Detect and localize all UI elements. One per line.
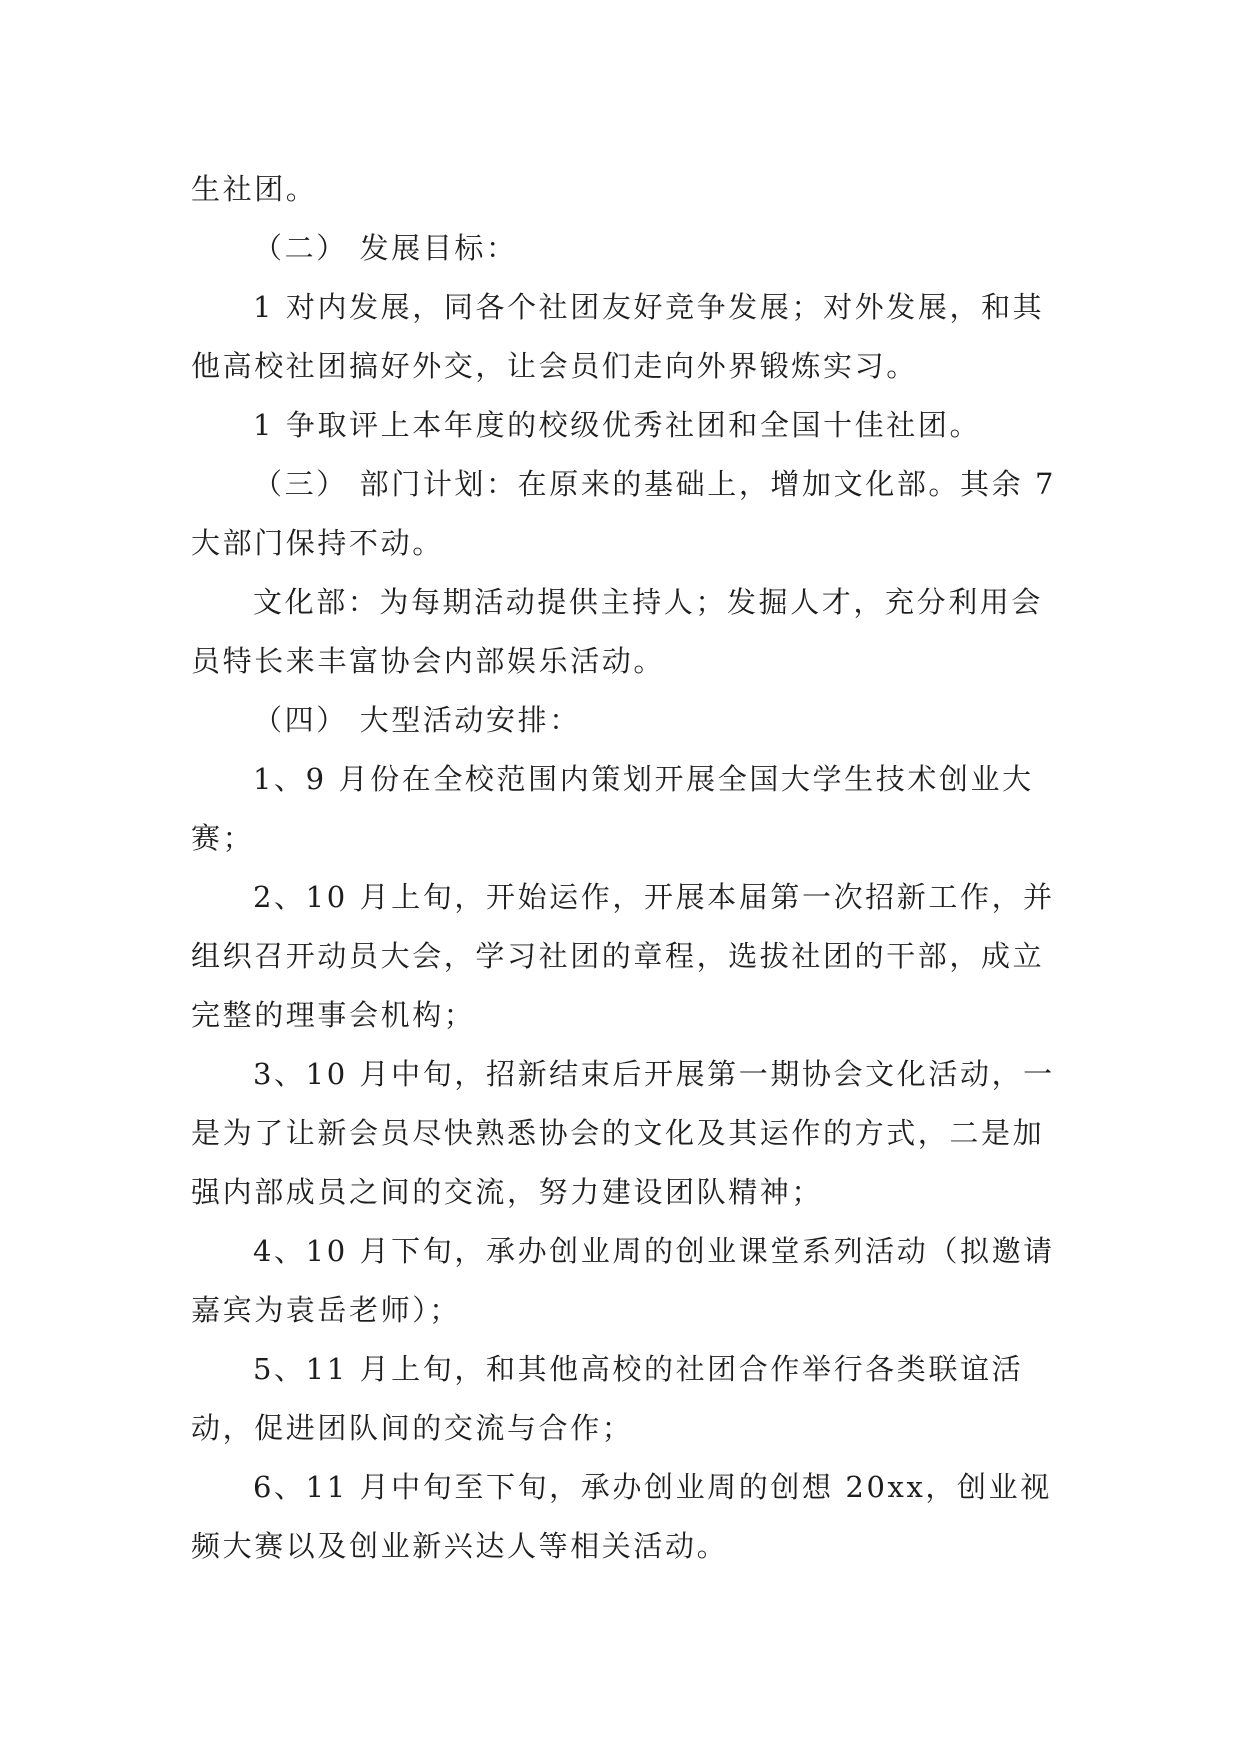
paragraph: 6、11 月中旬至下旬，承办创业周的创想 20xx，创业视频大赛以及创业新兴达人等相关活动。: [191, 1470, 1052, 1563]
paragraph: 3、10 月中旬，招新结束后开展第一期协会文化活动，一是为了让新会员尽快熟悉协会的文化及其运作的方式，二是加强内部成员之间的交流，努力建设团队精神；: [191, 1057, 1055, 1209]
paragraph: （四） 大型活动安排：: [253, 703, 581, 737]
paragraph: 4、10 月下旬，承办创业周的创业课堂系列活动（拟邀请嘉宾为袁岳老师）；: [191, 1234, 1055, 1327]
paragraph: 2、10 月上旬，开始运作，开展本届第一次招新工作，并组织召开动员大会，学习社团的章程，选拔社团的干部，成立完整的理事会机构；: [191, 880, 1055, 1032]
paragraph: 1、9 月份在全校范围内策划开展全国大学生技术创业大赛；: [191, 762, 1034, 855]
paragraph: 生社团。: [191, 172, 318, 206]
paragraph: （三） 部门计划：在原来的基础上，增加文化部。其余 7 大部门保持不动。: [191, 467, 1057, 560]
paragraph: 文化部：为每期活动提供主持人；发掘人才，充分利用会员特长来丰富协会内部娱乐活动。: [191, 585, 1044, 678]
paragraph: 1 争取评上本年度的校级优秀社团和全国十佳社团。: [253, 408, 982, 442]
paragraph: 5、11 月上旬，和其他高校的社团合作举行各类联谊活动，促进团队间的交流与合作；: [191, 1352, 1024, 1445]
document-body: [191, 160, 1059, 1576]
paragraph: （二） 发展目标：: [253, 231, 518, 265]
paragraph: 1 对内发展，同各个社团友好竞争发展；对外发展，和其他高校社团搞好外交，让会员们走向外界锻炼实习。: [191, 290, 1045, 383]
